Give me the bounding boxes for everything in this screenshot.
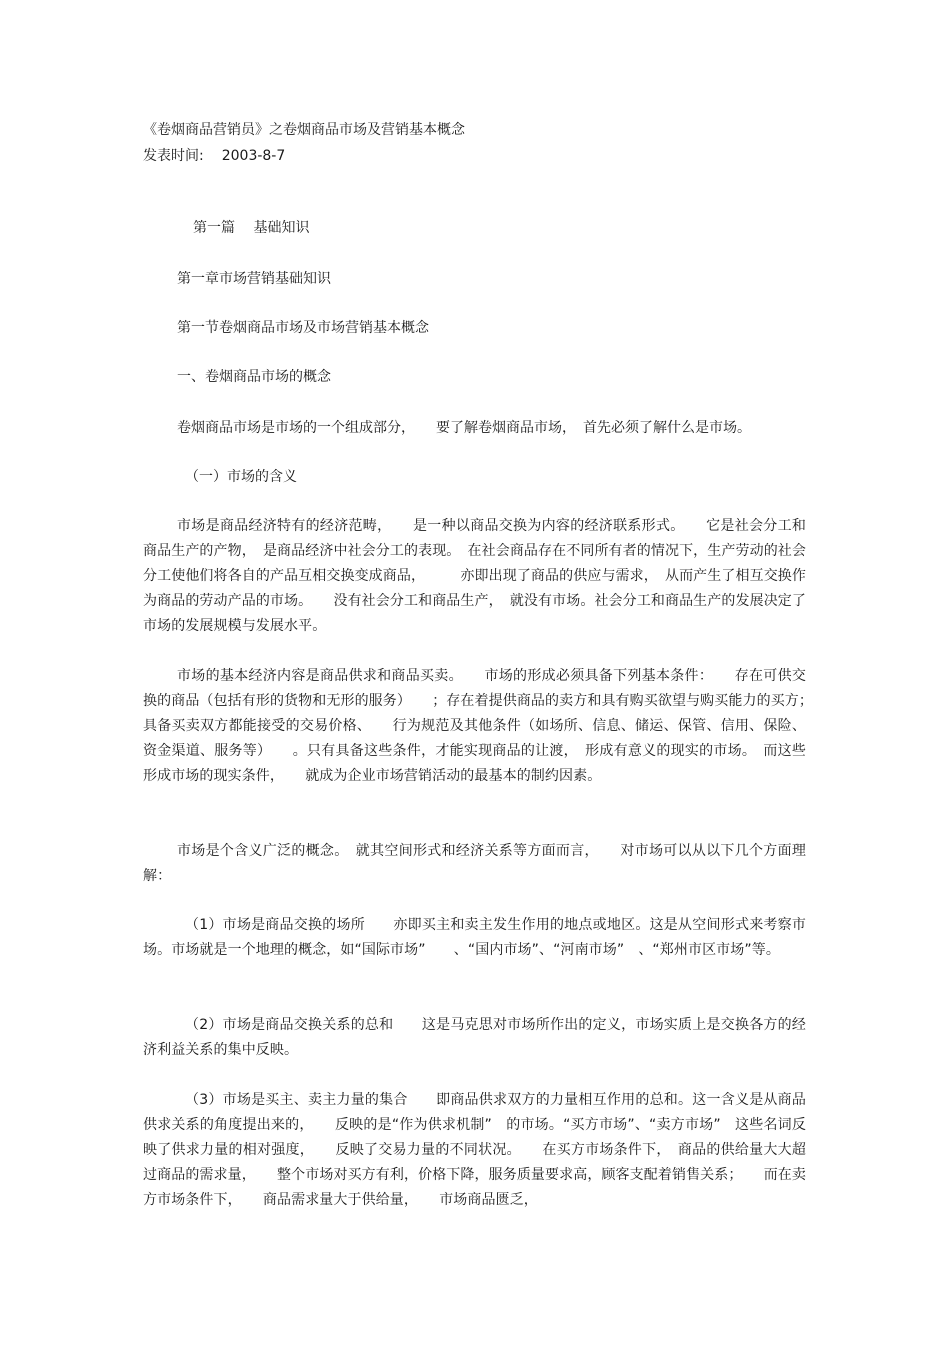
- section-heading: 第一节卷烟商品市场及市场营销基本概念: [177, 320, 429, 336]
- paragraph-5: （2）市场是商品交换关系的总和 这是马克思对市场所作出的定义，市场实质上是交换各方的经济利益关系的集中反映。: [143, 1017, 806, 1058]
- chapter-heading: 第一章市场营销基础知识: [177, 271, 331, 287]
- publish-date-value: 2003-8-7: [221, 148, 286, 164]
- paragraph-6: （3）市场是买主、卖主力量的集合 即商品供求双方的力量相互作用的总和。这一含义是从商品供求关系的角度提出来的， 反映的是“作为供求机制” 的市场。“买方市场”、“卖方市场” 这些名词反映了供求力量的相对强度， 反映了交易力量的不同状况。 在买方市场条件下， 商品的供给量大大超过商品的需求量， 整个市场对买方有利，价格下降，服务质量要求高，顾客支配着销售关系； 而在卖方市场条件下， 商品需求量大于供给量， 市场商品匮乏，: [143, 1092, 806, 1208]
- paragraph-4: （1）市场是商品交换的场所 亦即买主和卖主发生作用的地点或地区。这是从空间形式来考察市场。市场就是一个地理的概念，如“国际市场” 、“国内市场”、“河南市场” 、“郑州市区市场”等。: [143, 917, 806, 958]
- publish-date-label: 发表时间:: [143, 148, 204, 164]
- paragraph-3: 市场是个含义广泛的概念。 就其空间形式和经济关系等方面而言， 对市场可以从以下几个方面理解：: [143, 843, 806, 884]
- subsection-heading: 一、卷烟商品市场的概念: [177, 369, 331, 385]
- intro-line: 卷烟商品市场是市场的一个组成部分， 要了解卷烟商品市场， 首先必须了解什么是市场。: [177, 420, 751, 436]
- part-heading: 第一篇 基础知识: [193, 220, 310, 236]
- publish-date: [143, 147, 285, 165]
- document-title: 《卷烟商品营销员》之卷烟商品市场及营销基本概念: [143, 122, 465, 138]
- paragraph-1: 市场是商品经济特有的经济范畴， 是一种以商品交换为内容的经济联系形式。 它是社会分工和商品生产的产物， 是商品经济中社会分工的表现。 在社会商品存在不同所有者的情况下，生产劳动的社会分工使他们将各自的产品互相交换变成商品， 亦即出现了商品的供应与需求， 从而产生了相互交换作为商品的劳动产品的市场。 没有社会分工和商品生产， 就没有市场。社会分工和商品生产的发展决定了市场的发展规模与发展水平。: [143, 518, 806, 634]
- sub-heading-meaning: （一）市场的含义: [185, 469, 297, 485]
- paragraph-2: 市场的基本经济内容是商品供求和商品买卖。 市场的形成必须具备下列基本条件： 存在可供交换的商品（包括有形的货物和无形的服务） ；存在着提供商品的卖方和具有购买欲望与购买能力的买方； 具备买卖双方都能接受的交易价格、 行为规范及其他条件（如场所、信息、储运、保管、信用、保险、资金渠道、服务等） 。只有具备这些条件，才能实现商品的让渡， 形成有意义的现实的市场。 而这些形成市场的现实条件， 就成为企业市场营销活动的最基本的制约因素。: [143, 668, 835, 784]
